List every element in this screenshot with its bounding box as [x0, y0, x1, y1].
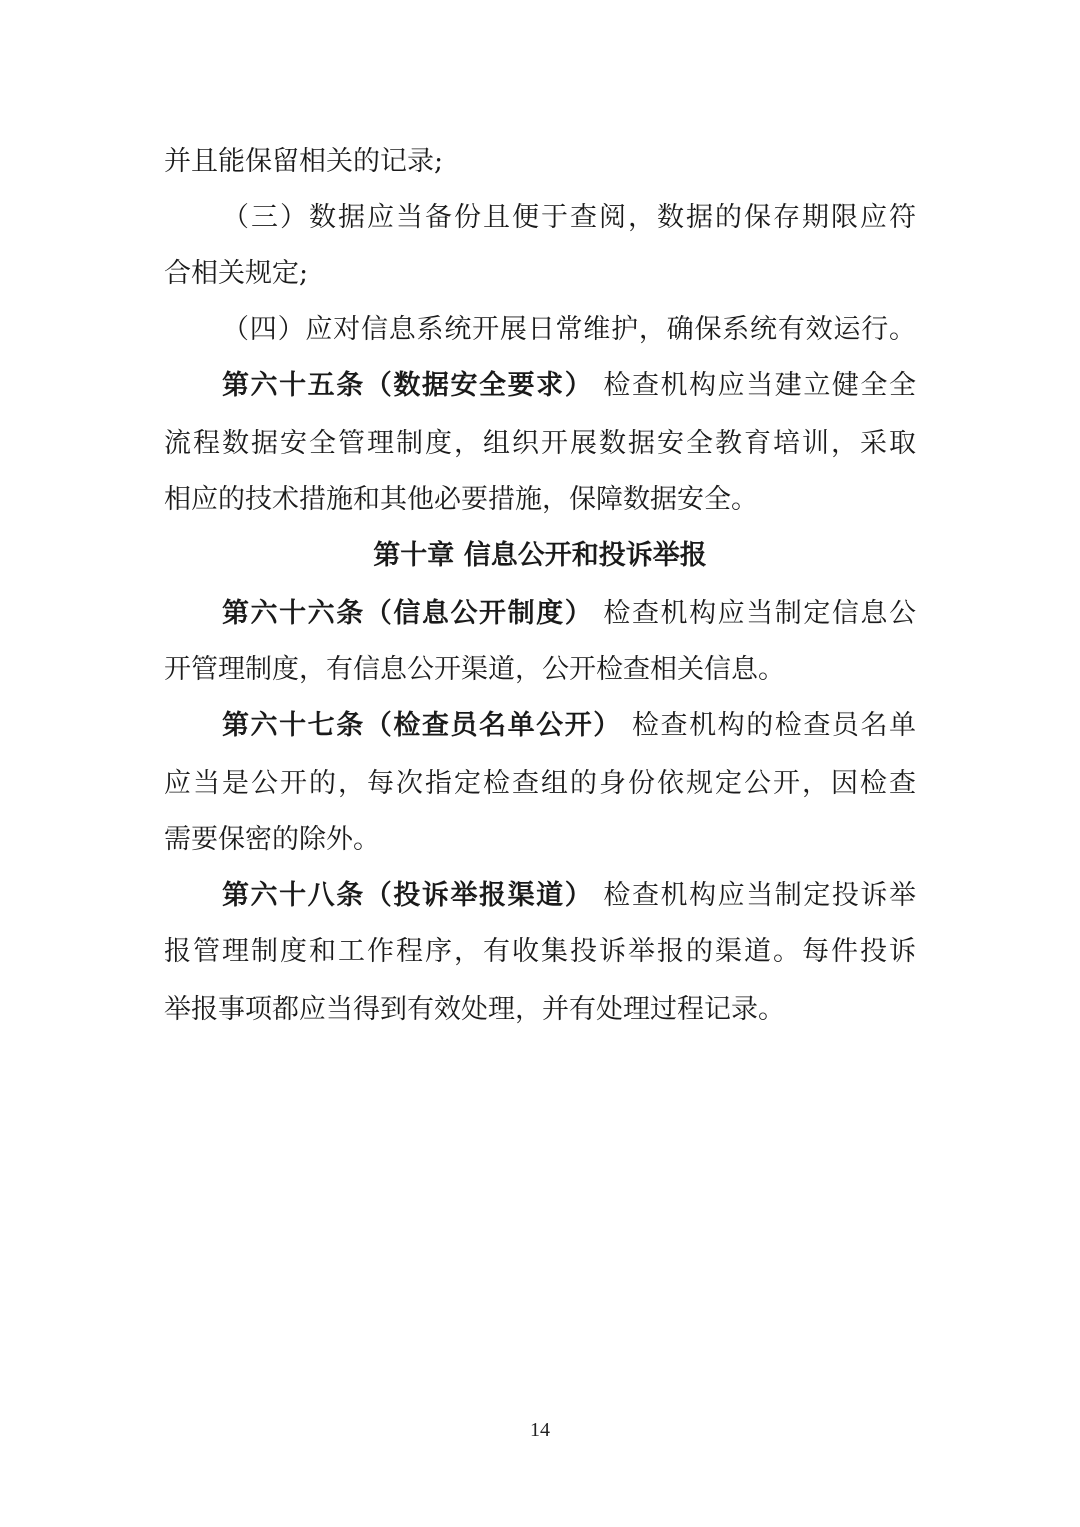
line-text: 检查机构应当制定信息公 — [593, 598, 916, 629]
article-68-heading-line — [222, 876, 916, 916]
article-65-heading-line — [222, 366, 916, 406]
text-line — [164, 650, 916, 690]
text-line — [164, 254, 916, 294]
line-text: 检查机构应当制定投诉举 — [593, 880, 916, 911]
line-text: 流程数据安全管理制度，组织开展数据安全教育培训，采取 — [164, 428, 916, 459]
page-number: 14 — [530, 1419, 550, 1441]
text-line — [164, 142, 916, 182]
line-text: 相应的技术措施和其他必要措施，保障数据安全。 — [164, 484, 758, 515]
article-title: 第六十八条（投诉举报渠道） — [222, 880, 594, 911]
line-text: 检查机构应当建立健全全 — [593, 370, 916, 401]
line-text: 合相关规定; — [164, 258, 309, 289]
line-text: 应当是公开的，每次指定检查组的身份依规定公开，因检查 — [164, 768, 916, 799]
text-line — [222, 198, 916, 238]
text-line — [164, 990, 916, 1030]
text-line — [164, 480, 916, 520]
text-line — [164, 932, 916, 972]
line-text: （四）应对信息系统开展日常维护，确保系统有效运行。 — [222, 314, 916, 345]
line-text: 举报事项都应当得到有效处理，并有处理过程记录。 — [164, 994, 785, 1025]
line-text: （三）数据应当备份且便于查阅，数据的保存期限应符 — [222, 202, 916, 233]
line-text: 需要保密的除外。 — [164, 824, 380, 855]
text-line — [164, 424, 916, 464]
article-67-heading-line — [222, 706, 916, 746]
article-title: 第六十五条（数据安全要求） — [222, 370, 594, 401]
text-line — [164, 820, 916, 860]
line-text: 并且能保留相关的记录; — [164, 146, 444, 177]
article-title: 第六十七条（检查员名单公开） — [222, 710, 622, 741]
chapter-title: 第十章 信息公开和投诉举报 — [373, 540, 707, 571]
text-line — [164, 764, 916, 804]
chapter-heading — [0, 536, 1080, 576]
line-text: 检查机构的检查员名单 — [621, 710, 916, 741]
line-text: 开管理制度，有信息公开渠道，公开检查相关信息。 — [164, 654, 785, 685]
text-line — [222, 310, 916, 350]
article-66-heading-line — [222, 594, 916, 634]
article-title: 第六十六条（信息公开制度） — [222, 598, 594, 629]
line-text: 报管理制度和工作程序，有收集投诉举报的渠道。每件投诉 — [164, 936, 916, 967]
